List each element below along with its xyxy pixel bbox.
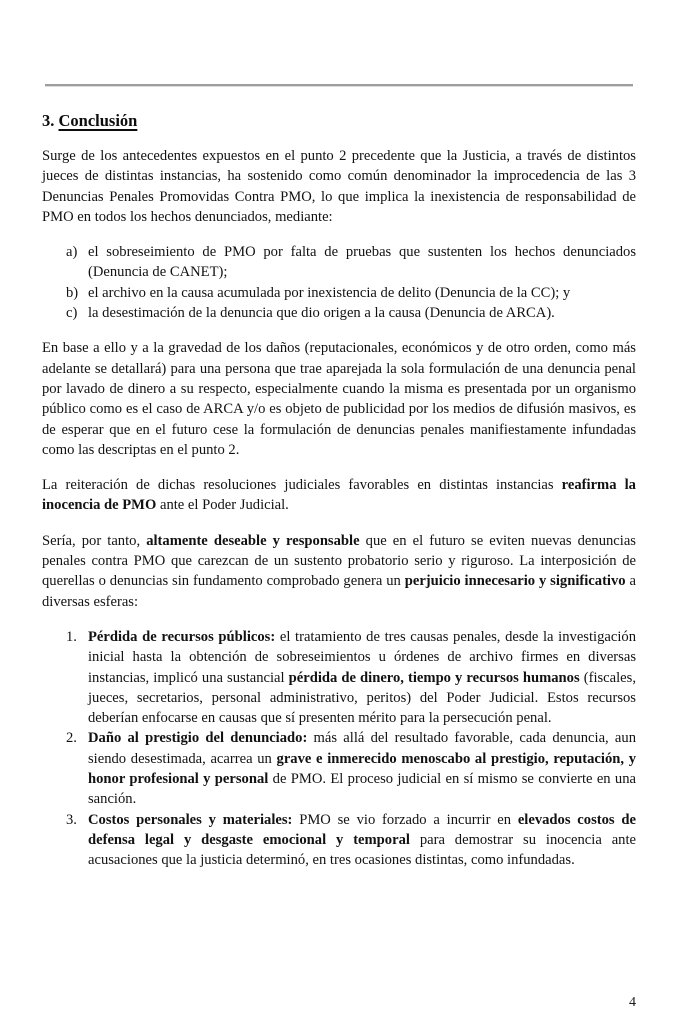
list-item xyxy=(42,810,636,871)
top-divider xyxy=(45,84,633,87)
text-run: el tratamiento de tres causas penales, desde la investigación inicial hasta la obtención de sobreseimientos u órdenes de archivo firmes en diversas instancias, implicó una sustancial xyxy=(88,628,636,686)
list-item xyxy=(42,303,636,323)
paragraph-antecedentes: Surge de los antecedentes expuestos en el punto 2 precedente que la Justicia, a través de distintos jueces de distintas instancias, ha sostenido como común denominador la improcedencia de las 3 Denuncias Penales Promovidas Contra PMO, lo que implica la inexistencia de responsabilidad de PMO en todos los hechos denunciados, mediante: xyxy=(42,148,636,225)
list-item xyxy=(42,627,636,728)
letter-list xyxy=(42,242,636,323)
paragraph-danos: En base a ello y a la gravedad de los daños (reputacionales, económicos y de otro orden, como más adelante se detallará) para una persona que trae aparejada la sola formulación de una denuncia penal por lavado de dinero a su respecto, especialmente cuando la misma es presentada por un organismo público como es el caso de ARCA y/o es objeto de publicidad por los medios de difusión masivos, es de esperar que en el futuro cese la formulación de denuncias penales manifiestamente infundadas como las descriptas en el punto 2. xyxy=(42,340,636,458)
text-run: PMO se vio forzado a incurrir en xyxy=(292,811,518,828)
list-item-text: la desestimación de la denuncia que dio origen a la causa (Denuncia de ARCA). xyxy=(88,305,555,322)
bold-text-run: elevados costos de defensa legal y desgaste emocional y temporal xyxy=(88,811,636,848)
list-marker: c) xyxy=(66,305,78,322)
list-item xyxy=(42,283,636,303)
text-run: Sería, por tanto, xyxy=(42,532,147,549)
text-run: La reiteración de dichas resoluciones judiciales favorables en distintas instancias xyxy=(42,477,562,494)
bold-text-run: grave e inmerecido menoscabo al prestigio, reputación, y honor profesional y personal xyxy=(88,750,636,788)
bold-text-run: altamente deseable y responsable xyxy=(146,532,360,549)
text-run: (fiscales, jueces, secretarios, personal administrativo, peritos) del Poder Judicial. Estos recursos deberían enfocarse en causas que sí presenten mérito para la persecución penal. xyxy=(88,669,636,727)
list-item-text: el archivo en la causa acumulada por inexistencia de delito (Denuncia de la CC); y xyxy=(88,284,571,301)
text-run: que en el futuro se eviten nuevas denuncias penales contra PMO que carezcan de un sustento probatorio serio y riguroso. La interposición de querellas o denuncias sin fundamento comprobado genera un xyxy=(42,532,636,590)
bold-text-run: Daño al prestigio del denunciado: xyxy=(88,730,308,747)
list-item xyxy=(42,728,636,809)
numbered-list xyxy=(42,627,636,871)
paragraph-futuro xyxy=(42,531,636,612)
bold-text-run: pérdida de dinero, tiempo y recursos humanos xyxy=(288,669,580,686)
text-run: para demostrar su inocencia ante acusaciones que la justicia determinó, en tres ocasiones distintas, como infundadas. xyxy=(88,831,636,869)
list-marker: 3. xyxy=(66,811,77,828)
list-item-text xyxy=(88,728,636,809)
list-item xyxy=(42,242,636,283)
list-item-text xyxy=(88,627,636,728)
heading-title: Conclusión xyxy=(58,111,138,130)
paragraph-reiteracion xyxy=(42,475,636,516)
text-run: ante el Poder Judicial. xyxy=(156,497,289,514)
bold-text-run: Costos personales y materiales: xyxy=(88,811,293,828)
bold-text-run: perjuicio innecesario y significativo xyxy=(404,573,626,590)
list-item-text xyxy=(88,810,636,871)
text-run: a diversas esferas: xyxy=(42,573,636,610)
heading-number: 3. xyxy=(42,111,55,130)
list-marker: b) xyxy=(66,284,79,301)
text-run: más allá del resultado favorable, cada denuncia, aun siendo desestimada, acarrea un xyxy=(88,730,637,767)
bold-text-run: Pérdida de recursos públicos: xyxy=(88,628,276,645)
bold-text-run: reafirma la inocencia de PMO xyxy=(42,477,636,514)
list-marker: 2. xyxy=(66,730,77,747)
list-marker: 1. xyxy=(66,628,77,645)
section-heading xyxy=(42,110,636,131)
list-marker: a) xyxy=(66,244,78,261)
page-number: 4 xyxy=(629,995,636,1010)
text-run: de PMO. El proceso judicial en sí mismo se convierte en una sanción. xyxy=(88,771,636,808)
list-item-text: el sobreseimiento de PMO por falta de pruebas que sustenten los hechos denunciados (Denuncia de CANET); xyxy=(88,244,636,281)
page-content xyxy=(0,84,678,871)
